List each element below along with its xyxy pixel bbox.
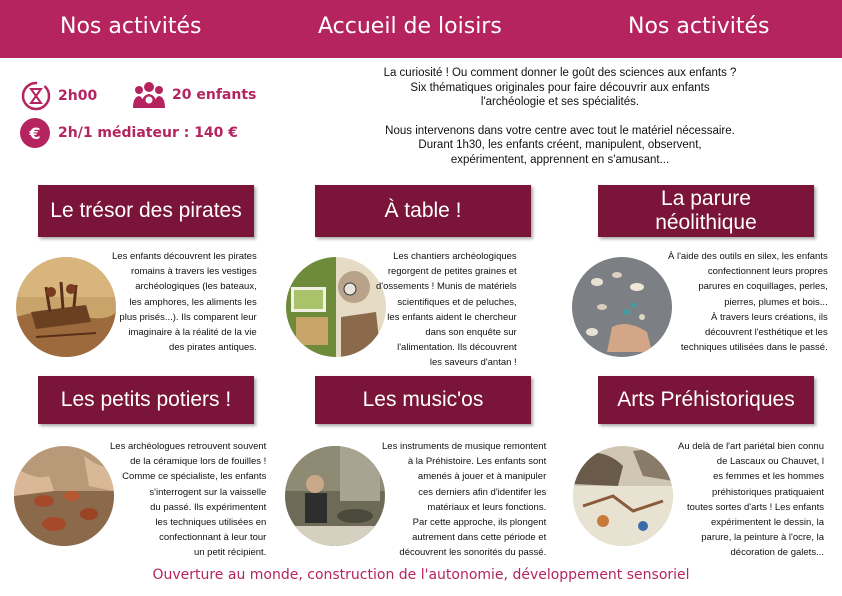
header-left-title: Nos activités <box>60 14 202 39</box>
intro-text <box>340 66 780 181</box>
duration-info <box>20 80 97 112</box>
activity-desc-musicos: Les instruments de musique remontent à la Préhistoire. Les enfants sont amenés à jouer et à manipuler ces derniers afin d'identifer les matériaux et leurs fonctions. Par cette approche, ils plongent autrement dans cette période et découvrent les sonorités du passé. <box>382 441 547 559</box>
euro-icon: € <box>20 118 50 148</box>
activity-desc-arts: Au delà de l'art pariétal bien connu de Lascaux ou Chauvet, l es femmes et les hommes préhistoriques pratiquaient toutes sortes d'arts ! Les enfants expérimentent le dessin, la parure, la peinture à l'ocre, la décoration de galets... <box>678 441 824 559</box>
photo-parure-shells <box>572 257 672 357</box>
clock-icon <box>20 80 52 112</box>
photo-a-table-seeds <box>286 257 386 357</box>
price-text: 2h/1 médiateur : 140 € <box>58 125 239 141</box>
footer-tagline: Ouverture au monde, construction de l'autonomie, développement sensoriel <box>152 567 690 583</box>
activity-desc-potiers: Les archéologues retrouvent souvent de la céramique lors de fouilles ! Comme ce spécialiste, les enfants s'interrogent sur la vaisselle du passé. Ils expérimentent les techniques utilisées en confectionnant à leur tour un petit récipient. <box>110 441 267 559</box>
group-icon <box>132 80 166 110</box>
activity-title-potiers: Les petits potiers ! <box>38 376 254 424</box>
activity-title-pirates: Le trésor des pirates <box>38 185 254 237</box>
group-text: 20 enfants <box>172 87 257 103</box>
activity-title-musicos: Les music'os <box>315 376 531 424</box>
intro-paragraph-1: La curiosité ! Ou comment donner le goût des sciences aux enfants ? Six thématiques originales pour faire découvrir aux enfants l'archéologie et ses spécialités. <box>383 67 737 108</box>
photo-arts-painting <box>573 446 673 546</box>
group-info <box>132 80 256 110</box>
duration-text: 2h00 <box>58 88 98 104</box>
intro-paragraph-2: Nous intervenons dans votre centre avec tout le matériel nécessaire. Durant 1h30, les enfants créent, manipulent, observent, expérimentent, apprennent en s'amusant... <box>385 124 735 166</box>
header-right-title: Nos activités <box>628 14 770 39</box>
activity-desc-parure: À l'aide des outils en silex, les enfants confectionnent leurs propres parures en coquillages, perles, pierres, plumes et bois... À travers leurs créations, ils découvrent l'esthétique et les techniques utilisées dans le passé. <box>668 251 828 354</box>
photo-pirates-fresco <box>16 257 116 357</box>
header-center-title: Accueil de loisirs <box>318 14 502 39</box>
activity-desc-a-table: Les chantiers archéologiques regorgent de petites graines et d'ossements ! Munis de matériels scientifiques et de peluches, les enfants aident le chercheur dans son enquête sur l'alimentation. Ils découvrent les saveurs d'antan ! <box>376 251 517 369</box>
photo-musicos-instruments <box>285 446 385 546</box>
activity-desc-pirates: Les enfants découvrent les pirates romains à travers les vestiges archéologiques (les bateaux, les amphores, les aliments les plus prisés...). Ils comparent leur imaginaire à la réalité de la vie des pirates antiques. <box>112 251 257 354</box>
price-info <box>20 118 238 148</box>
activity-title-parure: La parure néolithique <box>598 185 814 237</box>
photo-potiers-clay <box>14 446 114 546</box>
activity-title-arts: Arts Préhistoriques <box>598 376 814 424</box>
header-bar <box>0 0 842 58</box>
activity-title-a-table: À table ! <box>315 185 531 237</box>
